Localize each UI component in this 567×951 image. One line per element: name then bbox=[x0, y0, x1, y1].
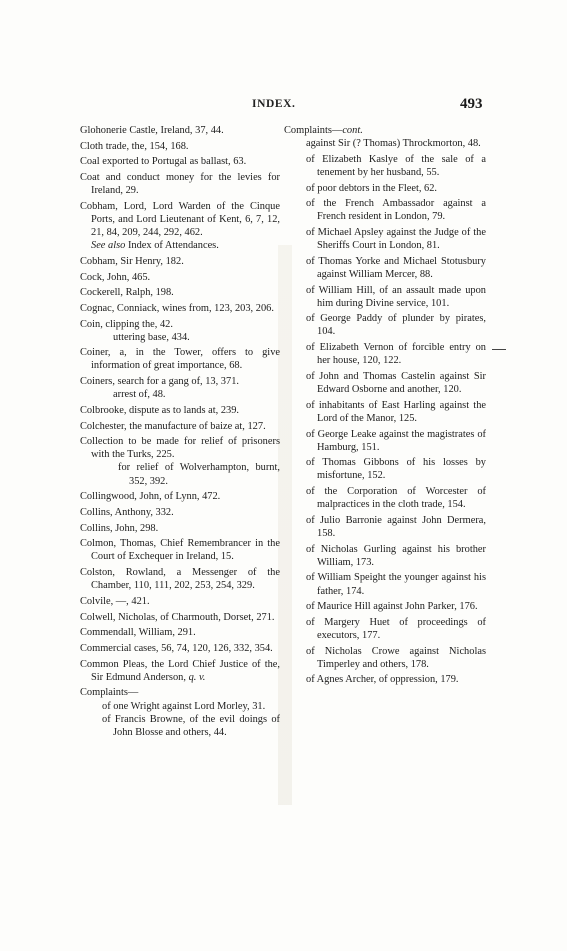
index-subentry: of Elizabeth Vernon of forcible entry on her house, 120, 122. bbox=[306, 342, 486, 367]
index-entry: Colston, Rowland, a Messenger of the Chamber, 110, 111, 202, 253, 254, 329. bbox=[80, 567, 280, 592]
index-subentry: of Thomas Gibbons of his losses by misfortune, 152. bbox=[306, 457, 486, 482]
index-entry: Cockerell, Ralph, 198. bbox=[80, 287, 174, 299]
index-cross-reference: q. v. bbox=[188, 671, 206, 683]
index-entry: Cognac, Conniack, wines from, 123, 203, 206. bbox=[80, 302, 274, 314]
index-subentry: arrest of, 48. bbox=[113, 389, 166, 401]
page-number: 493 bbox=[460, 96, 483, 112]
index-subentry: of Francis Browne, of the evil doings of John Blosse and others, 44. bbox=[102, 713, 280, 738]
index-entry: Colvile, —, 421. bbox=[80, 595, 150, 607]
index-subentry: of George Paddy of plunder by pirates, 104. bbox=[306, 313, 486, 338]
index-subentry: of Nicholas Gurling against his brother William, 173. bbox=[306, 543, 486, 568]
index-subentry: of John and Thomas Castelin against Sir Edward Osborne and another, 120. bbox=[306, 370, 486, 396]
index-subentry: of Maurice Hill against John Parker, 176. bbox=[306, 601, 478, 613]
index-entry: Cobham, Lord, Lord Warden of the Cinque Ports, and Lord Lieutenant of Kent, 6, 7, 12, 21, 84, 209, 244, 292, 462. bbox=[80, 200, 280, 239]
index-entry: Glohonerie Castle, Ireland, 37, 44. bbox=[80, 125, 224, 136]
index-entry: Cloth trade, the, 154, 168. bbox=[80, 140, 189, 152]
continued-marker: cont. bbox=[342, 125, 363, 136]
index-entry bbox=[80, 658, 280, 684]
index-entry: Collins, John, 298. bbox=[80, 522, 159, 534]
index-entry: Coiners, search for a gang of, 13, 371. bbox=[80, 376, 239, 388]
index-subentry: of William Speight the younger against his father, 174. bbox=[306, 572, 486, 597]
index-entry: Coin, clipping the, 42. bbox=[80, 318, 173, 330]
index-subentry: of the French Ambassador against a French resident in London, 79. bbox=[306, 198, 486, 223]
index-entry: Coat and conduct money for the levies for Ireland, 29. bbox=[80, 172, 280, 197]
index-subentry: of Michael Apsley against the Judge of the Sheriffs Court in London, 81. bbox=[306, 227, 486, 252]
index-subentry: of Julio Barronie against John Dermera, 158. bbox=[306, 514, 486, 539]
index-subentry: of one Wright against Lord Morley, 31. bbox=[102, 700, 266, 712]
index-subentry: of inhabitants of East Harling against the Lord of the Manor, 125. bbox=[306, 399, 486, 424]
index-heading-continued bbox=[284, 124, 486, 137]
index-entry-text: Common Pleas, the Lord Chief Justice of the, Sir Edmund Anderson, bbox=[80, 658, 280, 683]
index-entry: Collection to be made for relief of prisoners with the Turks, 225. bbox=[80, 436, 280, 461]
index-cross-reference bbox=[80, 239, 280, 252]
index-subentry: for relief of Wolverhampton, burnt, 352, 392. bbox=[118, 462, 280, 487]
index-heading-text: Complaints—cont. bbox=[284, 125, 363, 136]
index-subentry: of Margery Huet of proceedings of executors, 177. bbox=[306, 616, 486, 641]
index-subentry: of Nicholas Crowe against Nicholas Timperley and others, 178. bbox=[306, 645, 486, 670]
index-subentry: of poor debtors in the Fleet, 62. bbox=[306, 182, 438, 194]
margin-mark bbox=[492, 349, 506, 350]
index-subentry: of Elizabeth Kaslye of the sale of a tenement by her husband, 55. bbox=[306, 153, 486, 178]
index-subentry: of Agnes Archer, of oppression, 179. bbox=[306, 674, 459, 686]
index-subentry: of William Hill, of an assault made upon him during Divine service, 101. bbox=[306, 284, 486, 309]
index-subentry: of the Corporation of Worcester of malpractices in the cloth trade, 154. bbox=[306, 486, 486, 511]
index-entry: Cock, John, 465. bbox=[80, 271, 151, 283]
see-also-marker: See also bbox=[91, 240, 126, 252]
index-subentry: of George Leake against the magistrates of Hamburg, 151. bbox=[306, 428, 486, 453]
index-entry: Colwell, Nicholas, of Charmouth, Dorset, 271. bbox=[80, 611, 275, 623]
index-subentry: against Sir (? Thomas) Throckmorton, 48. bbox=[306, 138, 481, 150]
index-column-right bbox=[284, 124, 486, 689]
index-column-left bbox=[80, 124, 280, 741]
index-entry: Colbrooke, dispute as to lands at, 239. bbox=[80, 404, 240, 416]
page-header bbox=[0, 96, 567, 118]
index-entry: Collingwood, John, of Lynn, 472. bbox=[80, 491, 221, 503]
index-entry: Colmon, Thomas, Chief Remembrancer in the Court of Exchequer in Ireland, 15. bbox=[80, 538, 280, 563]
index-entry: Coal exported to Portugal as ballast, 63. bbox=[80, 156, 247, 168]
index-entry: Commendall, William, 291. bbox=[80, 627, 196, 639]
index-entry: Coiner, a, in the Tower, offers to give information of great importance, 68. bbox=[80, 347, 280, 372]
index-entry: Colchester, the manufacture of baize at, 127. bbox=[80, 420, 266, 432]
running-title: INDEX. bbox=[252, 98, 296, 110]
index-subentry: uttering base, 434. bbox=[113, 331, 190, 343]
index-entry: Cobham, Sir Henry, 182. bbox=[80, 255, 184, 267]
index-entry: Commercial cases, 56, 74, 120, 126, 332, 354. bbox=[80, 642, 273, 654]
index-entry: Collins, Anthony, 332. bbox=[80, 506, 174, 518]
see-also-target: Index of Attendances. bbox=[125, 240, 219, 252]
index-subentry: of Thomas Yorke and Michael Stotusbury against William Mercer, 88. bbox=[306, 255, 486, 280]
index-heading: Complaints— bbox=[80, 687, 139, 699]
